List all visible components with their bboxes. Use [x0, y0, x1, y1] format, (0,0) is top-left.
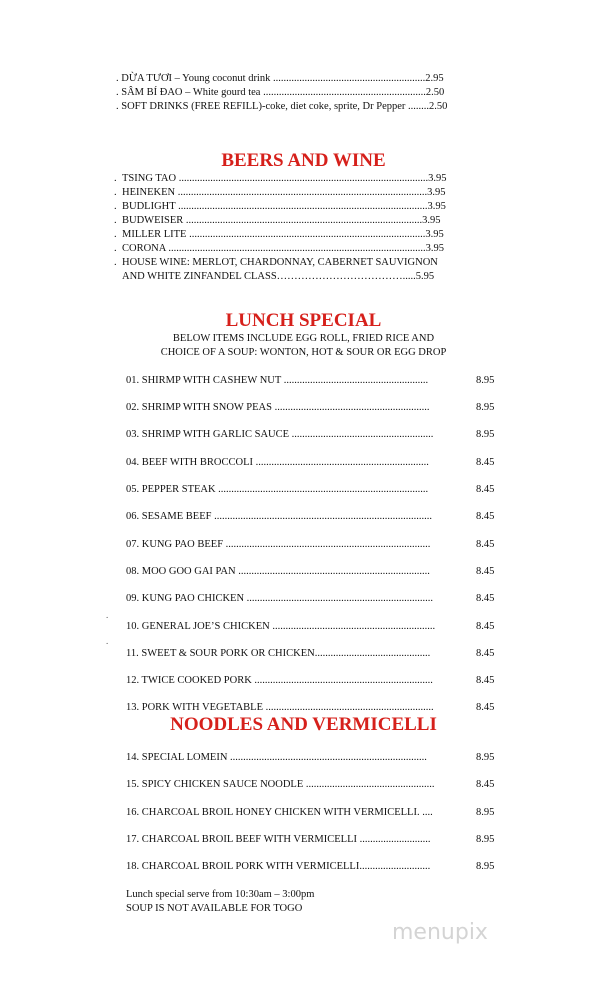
menu-item-price: 8.45 — [476, 779, 495, 790]
bullet-dot: . — [114, 187, 117, 198]
togo-soup-note: SOUP IS NOT AVAILABLE FOR TOGO — [126, 903, 303, 914]
menu-item-price: 8.45 — [476, 566, 495, 577]
bullet-dot: . — [114, 215, 117, 226]
menu-item: 14. SPECIAL LOMEIN ........................................................................... — [126, 752, 427, 763]
menu-item-price: 8.45 — [476, 593, 495, 604]
beer-item-budlight: BUDLIGHT ...............................................................................................3.95 — [122, 201, 446, 212]
menu-item-price: 8.45 — [476, 621, 495, 632]
menu-item: 09. KUNG PAO CHICKEN ....................................................................... — [126, 593, 434, 604]
menu-item-price: 8.45 — [476, 648, 495, 659]
bullet-dot: . — [114, 229, 117, 240]
wine-item-house-wine: HOUSE WINE: MERLOT, CHARDONNAY, CABERNET SAUVIGNON — [122, 257, 438, 268]
menu-item: 06. SESAME BEEF ................................................................................... — [126, 511, 432, 522]
bullet-dot: . — [114, 201, 117, 212]
drink-item-coconut: . DỪA TƯƠI – Young coconut drink ..........................................................2.95 — [116, 73, 444, 84]
lunch-subtitle-2: CHOICE OF A SOUP: WONTON, HOT & SOUR OR EGG DROP — [160, 347, 447, 358]
menu-item: 02. SHRIMP WITH SNOW PEAS ........................................................... — [126, 402, 430, 413]
menu-item: 11. SWEET & SOUR PORK OR CHICKEN............................................ — [126, 648, 431, 659]
bullet-dot: . — [114, 173, 117, 184]
menu-item: 08. MOO GOO GAI PAN ......................................................................... — [126, 566, 430, 577]
menu-item: 05. PEPPER STEAK ................................................................................ — [126, 484, 429, 495]
menupix-watermark: menupix — [392, 920, 488, 945]
beer-item-budweiser: BUDWEISER ..........................................................................................3.95 — [122, 215, 441, 226]
lunch-hours-note: Lunch special serve from 10:30am – 3:00pm — [126, 889, 315, 900]
menu-item-price: 8.45 — [476, 539, 495, 550]
beer-item-miller-lite: MILLER LITE ..........................................................................................3.95 — [122, 229, 444, 240]
menu-item-price: 8.95 — [476, 807, 495, 818]
bullet-dot: . — [114, 257, 117, 268]
stray-mark: . — [106, 636, 109, 646]
menu-item: 17. CHARCOAL BROIL BEEF WITH VERMICELLI ........................... — [126, 834, 431, 845]
menu-item: 12. TWICE COOKED PORK .................................................................... — [126, 675, 433, 686]
menu-item-price: 8.95 — [476, 861, 495, 872]
menu-item: 13. PORK WITH VEGETABLE ................................................................ — [126, 702, 434, 713]
section-heading-beers-wine: BEERS AND WINE — [221, 150, 386, 171]
beer-item-heineken: HEINEKEN ...............................................................................................3.95 — [122, 187, 446, 198]
menu-item-price: 8.45 — [476, 675, 495, 686]
lunch-subtitle-1: BELOW ITEMS INCLUDE EGG ROLL, FRIED RICE AND — [172, 333, 435, 344]
menu-item-price: 8.45 — [476, 702, 495, 713]
menu-item: 18. CHARCOAL BROIL PORK WITH VERMICELLI........................... — [126, 861, 431, 872]
wine-item-house-wine-cont: AND WHITE ZINFANDEL CLASS……………………………….....5.95 — [122, 271, 435, 282]
drink-item-gourd-tea: . SÂM BÍ ĐAO – White gourd tea ..............................................................2.50 — [116, 87, 445, 98]
menu-item: 04. BEEF WITH BROCCOLI .................................................................. — [126, 457, 429, 468]
bullet-dot: . — [114, 243, 117, 254]
menu-item-price: 8.45 — [476, 457, 495, 468]
menu-item-price: 8.95 — [476, 375, 495, 386]
section-heading-lunch-special: LUNCH SPECIAL — [225, 310, 382, 331]
section-heading-noodles: NOODLES AND VERMICELLI — [170, 714, 437, 735]
menu-item-price: 8.45 — [476, 484, 495, 495]
menu-item-price: 8.95 — [476, 834, 495, 845]
menu-item: 16. CHARCOAL BROIL HONEY CHICKEN WITH VERMICELLI. .... — [126, 807, 433, 818]
drink-item-soft-drinks: . SOFT DRINKS (FREE REFILL)-coke, diet coke, sprite, Dr Pepper ........2.50 — [116, 101, 448, 112]
menu-item: 10. GENERAL JOE’S CHICKEN .............................................................. — [126, 621, 436, 632]
menu-item: 03. SHRIMP WITH GARLIC SAUCE ...................................................... — [126, 429, 434, 440]
menu-item-price: 8.95 — [476, 402, 495, 413]
menu-item-price: 8.45 — [476, 511, 495, 522]
menu-item: 01. SHIRMP WITH CASHEW NUT ....................................................... — [126, 375, 429, 386]
menu-item: 15. SPICY CHICKEN SAUCE NOODLE ................................................. — [126, 779, 435, 790]
menu-item-price: 8.95 — [476, 752, 495, 763]
beer-item-corona: CORONA ..................................................................................................3.95 — [122, 243, 445, 254]
beer-item-tsing-tao: TSING TAO ...............................................................................................3.95 — [122, 173, 447, 184]
menu-item: 07. KUNG PAO BEEF .............................................................................. — [126, 539, 431, 550]
stray-mark: . — [106, 610, 109, 620]
menu-item-price: 8.95 — [476, 429, 495, 440]
